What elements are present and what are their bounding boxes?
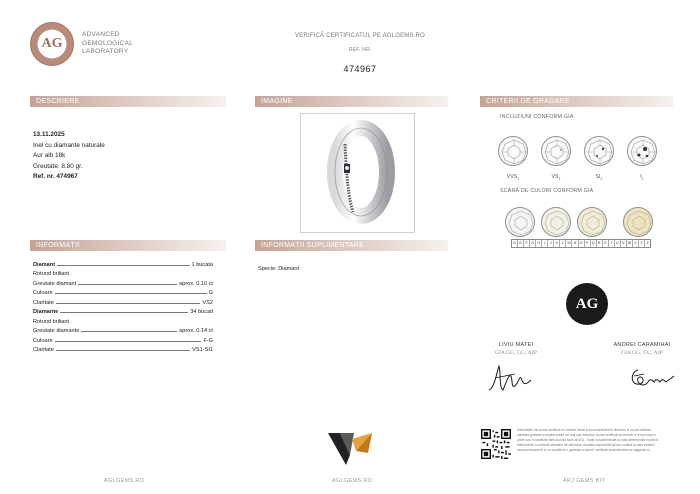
info-row-value: 34 bucati	[190, 309, 213, 315]
ref-label: REF. NR.	[348, 47, 372, 53]
info-row-value: VS1-SI1	[192, 347, 213, 353]
info-row-value: 1 bucata	[191, 261, 213, 268]
lab-name-line: ADVANCED	[82, 31, 120, 39]
info-row-value: aprox. 0.10 ct	[179, 280, 213, 287]
info-row-value: G	[208, 290, 213, 296]
info-row-value: aprox. 0.14 ct	[179, 328, 213, 334]
info-row	[33, 258, 213, 268]
info-row	[33, 344, 213, 354]
description-block	[33, 130, 105, 183]
info-row-label: Greutate diamante	[33, 328, 80, 334]
specie-text: Specie: Diamant	[258, 266, 300, 272]
color-scale-cell: X	[633, 240, 639, 247]
inclusion-label: $SI_2$	[595, 174, 603, 182]
color-scale-cell: S	[603, 240, 609, 247]
lab-seal-icon: AG	[30, 22, 74, 66]
info-row-label: Culoare	[33, 290, 53, 296]
inclusion-label: $I_1$	[640, 174, 644, 182]
inclusion-label: $VS_1$	[551, 174, 561, 182]
lab-name-line: GEMOLOGICAL	[82, 39, 133, 47]
info-row-leader	[78, 284, 177, 285]
section-imagine: IMAGINE	[255, 96, 448, 107]
info-row-leader	[60, 312, 188, 313]
info-row-label: Rotund briliant	[33, 271, 70, 277]
qr-code[interactable]	[481, 428, 511, 460]
inclusion-label: $VVS_1$	[506, 174, 520, 182]
color-scale-cell: G	[530, 240, 536, 247]
info-row-label: Diamant	[33, 261, 56, 268]
color-scale-cell: N	[572, 240, 578, 247]
aglgems-v-logo	[326, 431, 374, 469]
info-row-label: Rotund briliant	[33, 318, 70, 325]
info-row-label: Diamante	[33, 309, 59, 315]
signer-name: LIVIU MATEI	[498, 342, 534, 348]
colors-title: SCARĂ DE CULORI CONFORM GIA	[500, 188, 594, 194]
description-line: Inel cu diamante naturale	[33, 141, 105, 149]
info-row	[33, 325, 213, 335]
info-row	[33, 315, 213, 325]
color-scale-cell: R	[597, 240, 603, 247]
color-scale-cell: T	[609, 240, 615, 247]
footer-left[interactable]: AGLGEMS.RO	[104, 478, 145, 484]
gem-vvs-icon	[498, 136, 528, 166]
color-scale-cell: U	[615, 240, 621, 247]
info-row-leader	[56, 350, 190, 351]
legal-text: Informațiile din acest certificat nu trebuie decât la produsul/ele/ele descrise și nu pot reflecta calitatea globală a oricărei pietre de mai sus descrise. Acest certificat nu trebuie a fi reprodus în parte sau în totalitate fără acordul scris al AGL. Toate caracteristicile au fost determinate folosind instrumente și metode standard de laborator. Aceasta reprezintă opinia noastră la data emiterii acestui document și nu constituie o garanție a valorii. Verificați autenticitatea pe aglgems.ro.	[517, 428, 658, 452]
gem-vs-icon	[541, 136, 571, 166]
color-scale-cell: M	[566, 240, 572, 247]
color-scale-cell: F	[524, 240, 530, 247]
info-row	[33, 334, 213, 344]
ring-image	[301, 114, 416, 234]
info-row-value: F-G	[203, 337, 213, 344]
inclusions-title: INCLUZIUNI CONFORM GIA	[500, 114, 574, 120]
verify-text: VERIFICĂ CERTIFICATUL PE AGLGEMS.RO	[295, 33, 425, 39]
info-row-label: Claritate	[33, 347, 54, 353]
color-gem-icon	[577, 207, 607, 237]
color-scale-cell: W	[627, 241, 632, 245]
section-criterii: CRITERII DE GRADARE	[480, 96, 673, 107]
color-scale-cell: Z	[646, 241, 649, 245]
signer-name: ANDREI CARAMIHAI	[613, 342, 671, 348]
color-scale-cell: K	[554, 240, 560, 247]
color-scale-cell: Q	[591, 240, 597, 247]
color-gem-icon	[541, 207, 571, 237]
info-row	[33, 277, 213, 287]
signature-andrei-caramihai	[628, 362, 678, 392]
info-row	[33, 306, 213, 316]
color-scale-cell: D	[512, 240, 518, 247]
info-row-leader	[81, 331, 177, 332]
section-descriere: DESCRIERE	[30, 96, 226, 107]
ring-photo	[300, 113, 415, 233]
info-row-leader	[55, 341, 202, 342]
info-row-value: VS2	[202, 299, 213, 306]
ref-number: 474967	[343, 64, 377, 74]
signature-liviu-matei	[485, 360, 535, 396]
info-row-label: Culoare	[33, 337, 53, 344]
color-scale-cell: E	[518, 240, 524, 247]
gem-i-icon	[627, 136, 657, 166]
gem-si-icon	[584, 136, 614, 166]
color-scale-cell: P	[585, 240, 591, 247]
signer-credentials: GIA GG, GU, AJP	[621, 350, 663, 356]
lab-logo	[30, 22, 133, 66]
section-informatii-suplimentare: INFORMAȚII SUPLIMENTARE	[255, 240, 448, 251]
color-scale-cell: Y	[639, 240, 645, 247]
lab-name-line: LABORATORY	[82, 48, 129, 56]
color-scale-cell: V	[621, 240, 627, 247]
info-row-leader	[55, 293, 207, 294]
color-scale	[511, 239, 651, 248]
ag-brand-logo: AG	[566, 283, 608, 325]
info-row-label: Claritate	[33, 299, 54, 306]
info-row	[33, 268, 213, 278]
info-row-label: Greutate diamant	[33, 280, 77, 287]
color-scale-cell: H	[536, 240, 542, 247]
info-table	[33, 258, 213, 353]
info-row-leader	[57, 265, 189, 266]
description-line: Aur alb 18k	[33, 152, 66, 159]
signer-credentials: GIA GG, GG, AJP	[495, 350, 537, 356]
color-scale-cell: O	[579, 240, 585, 247]
color-scale-cell: L	[560, 240, 566, 247]
info-row	[33, 296, 213, 306]
footer-right: ARJ GEMS BIT	[563, 478, 606, 484]
color-scale-cell: I	[542, 240, 548, 247]
lab-name	[82, 31, 133, 57]
description-line: Greutate: 8.80 gr.	[33, 162, 83, 170]
description-date: 13.11.2025	[33, 131, 65, 138]
info-row	[33, 287, 213, 297]
color-gem-icon	[623, 207, 653, 237]
description-ref: Ref. nr. 474967	[33, 173, 78, 180]
color-scale-cell: J	[548, 240, 554, 247]
color-gem-icon	[505, 207, 535, 237]
info-row-leader	[56, 303, 201, 304]
footer-center[interactable]: AGLGEMS.RO	[332, 478, 373, 484]
section-informatii: INFORMAȚII	[30, 240, 226, 251]
